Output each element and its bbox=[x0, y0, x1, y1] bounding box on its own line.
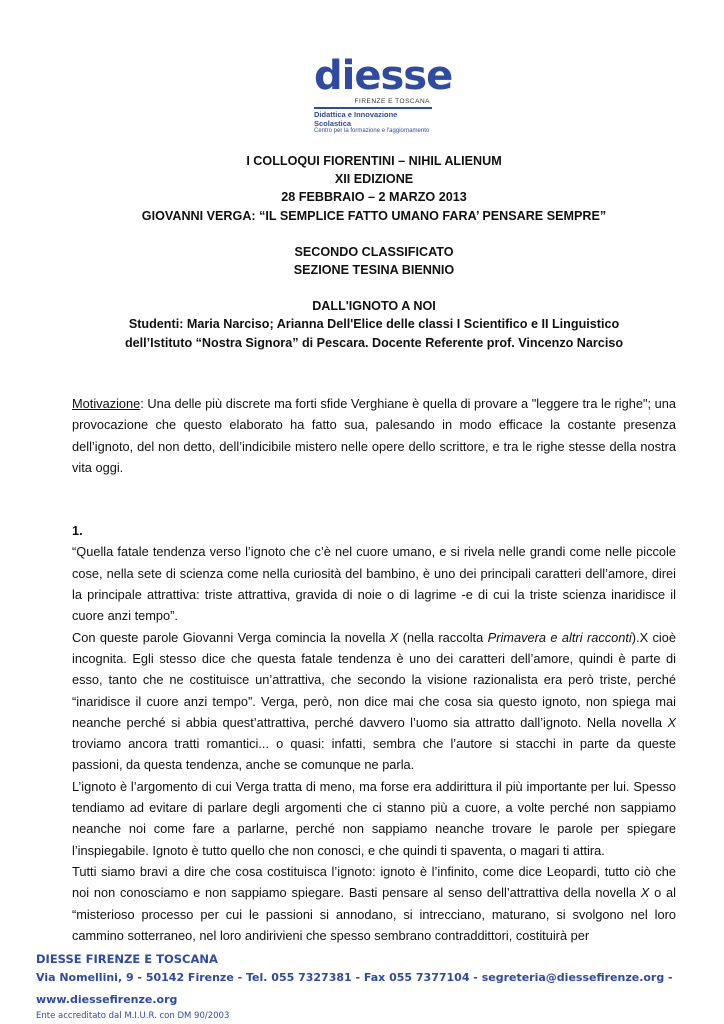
paragraph: “Quella fatale tendenza verso l’ignoto che c’è nel cuore umano, e si rivela nelle grandi come nelle piccole cose, nella sete di scienza come nella curiosità del bambino, è uno dei principali caratteri dell’amore, direi la principale attrattiva: triste attrattiva, gravida di noie o di lagrime -e di cui la triste scienza inaridisce il cuore anzi tempo”. bbox=[72, 544, 676, 624]
logo-divider bbox=[314, 107, 432, 109]
diesse-logo bbox=[314, 53, 453, 134]
header-line: I COLLOQUI FIORENTINI – NIHIL ALIENUM bbox=[246, 154, 502, 168]
award-line: SECONDO CLASSIFICATO bbox=[294, 244, 454, 259]
footer-org: DIESSE FIRENZE E TOSCANA bbox=[36, 952, 218, 966]
page-footer bbox=[36, 952, 696, 1021]
footer-accreditation: Ente accreditato dal M.I.U.R. con DM 90/2003 bbox=[36, 1011, 230, 1021]
school-line: dell’Istituto “Nostra Signora” di Pescara. Docente Referente prof. Vincenzo Narciso bbox=[124, 335, 624, 350]
students-line: Studenti: Maria Narciso; Arianna Dell'Elice delle classi I Scientifico e II Linguistico bbox=[128, 317, 620, 332]
section-line: SEZIONE TESINA BIENNIO bbox=[293, 263, 455, 278]
paragraph: Con queste parole Giovanni Verga comincia la novella X (nella raccolta Primavera e altri racconti).X cioè incognita. Egli stesso dice che questa fatale tendenza è uno dei caratteri dell’amore, quindi è parte di esso, tanto che ne costituisce un’attrattiva, che secondo la visione razionalista era però triste, perché “inaridisce il cuore anzi tempo”. Verga, però, non dice mai che cosa sia questo ignoto, non spiega mai neanche perché si abbia quest’attrattiva, perché davvero l’uomo sia attratto dall’ignoto. Nella novella X troviamo ancora tratti romantici... o quasi: infatti, sembra che l’autore si stacchi in parte da queste passioni, da questa tendenza, anche se comunque ne parla. bbox=[72, 629, 677, 773]
paragraph: L’ignoto è l’argomento di cui Verga tratta di meno, ma forse era addirittura il più importante per lui. Spesso tendiamo ad evitare di parlare degli argomenti che ci stanno più a cuore, a volte perché non sappiamo neanche noi come fare a parlarne, perché non sappiamo neanche trovare le parole per spiegare l’inspiegabile. Ignoto è tutto quello che non conosci, e che quindi ti spaventa, o magari ti attira. bbox=[72, 778, 676, 858]
header-line: GIOVANNI VERGA: “IL SEMPLICE FATTO UMANO FARA’ PENSARE SEMPRE” bbox=[141, 208, 607, 223]
footer-contacts: Via Nomellini, 9 - 50142 Firenze - Tel. 055 7327381 - Fax 055 7377104 - segreteria@diessefirenze.org - www.diessefirenze.org bbox=[36, 971, 673, 1006]
paragraph: Tutti siamo bravi a dire che cosa costituisca l’ignoto: ignoto è l’infinito, come dice Leopardi, tutto ciò che noi non conosciamo e non sappiamo spiegare. Basti pensare al senso dell’attrattiva della novella X o al “misterioso processo per cui le passioni si annodano, si intrecciano, maturano, si svolgono nel loro cammino sotterraneo, nel loro andirivieni che spesso sembrano contraddittori, costituirà per bbox=[72, 863, 676, 943]
logo-subtitle: FIRENZE E TOSCANA bbox=[354, 98, 430, 105]
header-line: XII EDIZIONE bbox=[334, 172, 414, 187]
document-header bbox=[72, 152, 676, 352]
document-body bbox=[72, 393, 676, 946]
logo-tagline-2: Centro per la formazione e l'aggiornamento bbox=[314, 127, 430, 134]
section-number: 1. bbox=[72, 523, 83, 539]
header-line: 28 FEBBRAIO – 2 MARZO 2013 bbox=[281, 190, 467, 205]
motivation-paragraph bbox=[72, 393, 676, 478]
logo-wordmark: diesse bbox=[314, 53, 453, 99]
essay-title: DALL'IGNOTO A NOI bbox=[312, 299, 436, 314]
logo-tagline-1: Didattica e Innovazione Scolastica bbox=[314, 109, 398, 128]
motivation-text: : Una delle più discrete ma forti sfide Verghiane è quella di provare a "leggere tra le righe"; una provocazione che questo elaborato ha fatto sua, palesando in modo efficace la costante presenza dell’ignoto, del non detto, dell’indicibile mistero nelle opere dello scrittore, e tra le righe stesse della nostra vita oggi. bbox=[72, 396, 676, 475]
motivation-label: Motivazione bbox=[72, 396, 141, 411]
